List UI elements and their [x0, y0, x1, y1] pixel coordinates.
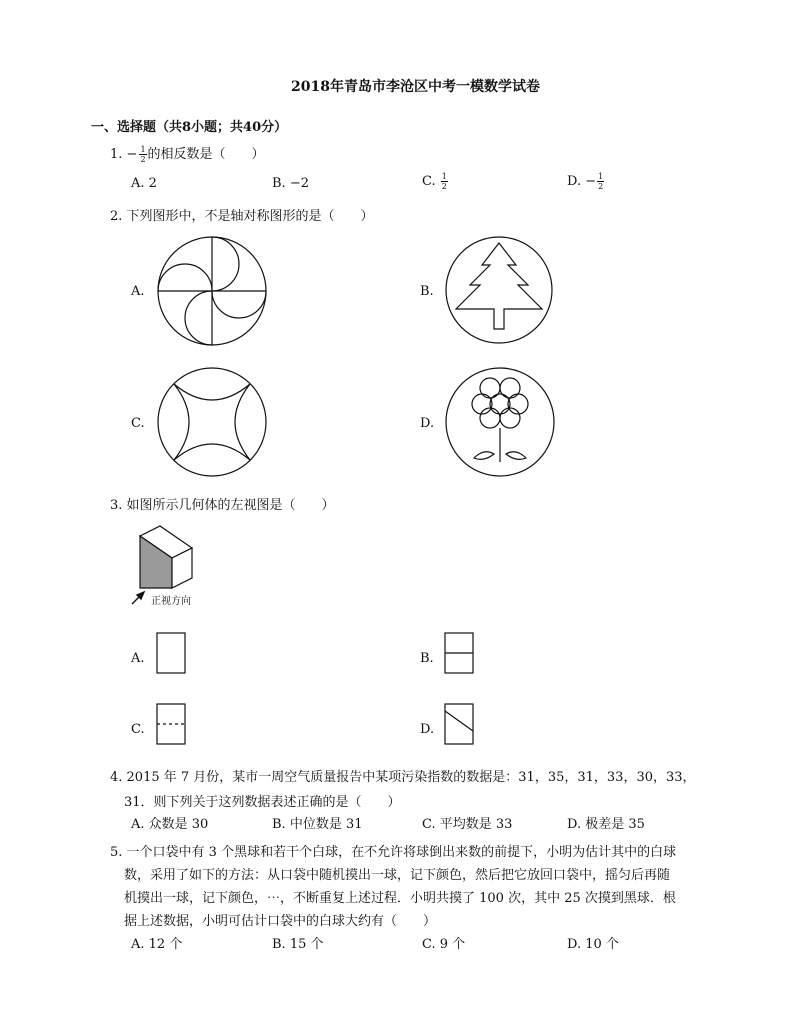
view-rectangle-b	[444, 632, 474, 674]
option-a: A. 众数是 30	[131, 817, 209, 832]
concave-arcs-circle-figure	[156, 366, 268, 478]
option-d	[567, 172, 605, 191]
option-c: C.	[131, 722, 145, 737]
option-b: B.	[420, 651, 434, 666]
tree-circle-figure	[444, 235, 554, 345]
option-c: C. 9 个	[422, 937, 466, 952]
question-5-line-4: 据上述数据，小明可估计口袋中的白球大约有（ ）	[124, 914, 437, 929]
question-5-line-1: 5. 一个口袋中有 3 个黑球和若干个白球，在不允许将球倒出来数的前提下，小明为估计其中的白球	[110, 845, 677, 860]
section-heading: 一、选择题（共8小题；共40分）	[91, 120, 288, 135]
question-1-stem	[110, 143, 265, 164]
question-number: 1.	[110, 147, 123, 162]
view-rectangle-c	[156, 703, 186, 745]
option-b: B. 中位数是 31	[272, 817, 363, 832]
question-4-line-1: 4. 2015 年 7 月份，某市一周空气质量报告中某项污染指数的数据是：31，35，31，33，30，33，	[110, 770, 696, 785]
minus-sign: −	[126, 147, 138, 162]
fraction-denominator: 2	[441, 182, 447, 191]
fraction-numerator: 1	[598, 172, 604, 181]
option-d: D. 10 个	[567, 937, 619, 952]
fraction	[139, 145, 146, 164]
fraction-denominator: 2	[140, 155, 146, 164]
option-b: B.	[420, 284, 434, 299]
flower-circle-figure	[444, 366, 556, 478]
option-c: C. 平均数是 33	[422, 817, 513, 832]
option-d: D.	[420, 722, 435, 737]
fraction-numerator: 1	[441, 172, 447, 181]
page-title: 2018年青岛市李沧区中考一模数学试卷	[291, 79, 540, 95]
view-rectangle-d	[444, 703, 474, 745]
view-rectangle-a	[156, 632, 186, 674]
option-a: A.	[131, 651, 145, 666]
option-c-label: C.	[422, 174, 436, 189]
question-5-line-2: 数，采用了如下的方法：从口袋中随机摸出一球，记下颜色，然后把它放回口袋中，摇匀后再随	[124, 868, 671, 883]
question-2-stem: 2. 下列图形中，不是轴对称图形的是（ ）	[110, 209, 374, 224]
fraction	[441, 172, 448, 191]
option-c	[422, 172, 449, 191]
option-d-label: D. −	[567, 174, 597, 189]
option-a: A.	[131, 284, 145, 299]
option-b: B. 15 个	[272, 937, 324, 952]
option-d: D.	[420, 416, 435, 431]
option-a: A. 2	[131, 176, 157, 191]
question-4-line-2: 31．则下列关于这列数据表述正确的是（ ）	[124, 795, 401, 810]
fraction-numerator: 1	[140, 145, 146, 154]
option-b: B. −2	[272, 176, 309, 191]
fraction-denominator: 2	[598, 182, 604, 191]
question-3-stem: 3. 如图所示几何体的左视图是（ ）	[110, 498, 335, 513]
question-text: 的相反数是（ ）	[147, 147, 265, 162]
option-a: A. 12 个	[131, 937, 183, 952]
option-d: D. 极差是 35	[567, 817, 645, 832]
question-5-line-3: 机摸出一球，记下颜色，⋯，不断重复上述过程．小明共摸了 100 次，其中 25 次摸到黑球．根	[124, 891, 676, 906]
view-direction-label: 正视方向	[151, 596, 191, 607]
fraction	[597, 172, 604, 191]
pinwheel-circle-figure	[156, 235, 268, 347]
option-c: C.	[131, 416, 145, 431]
